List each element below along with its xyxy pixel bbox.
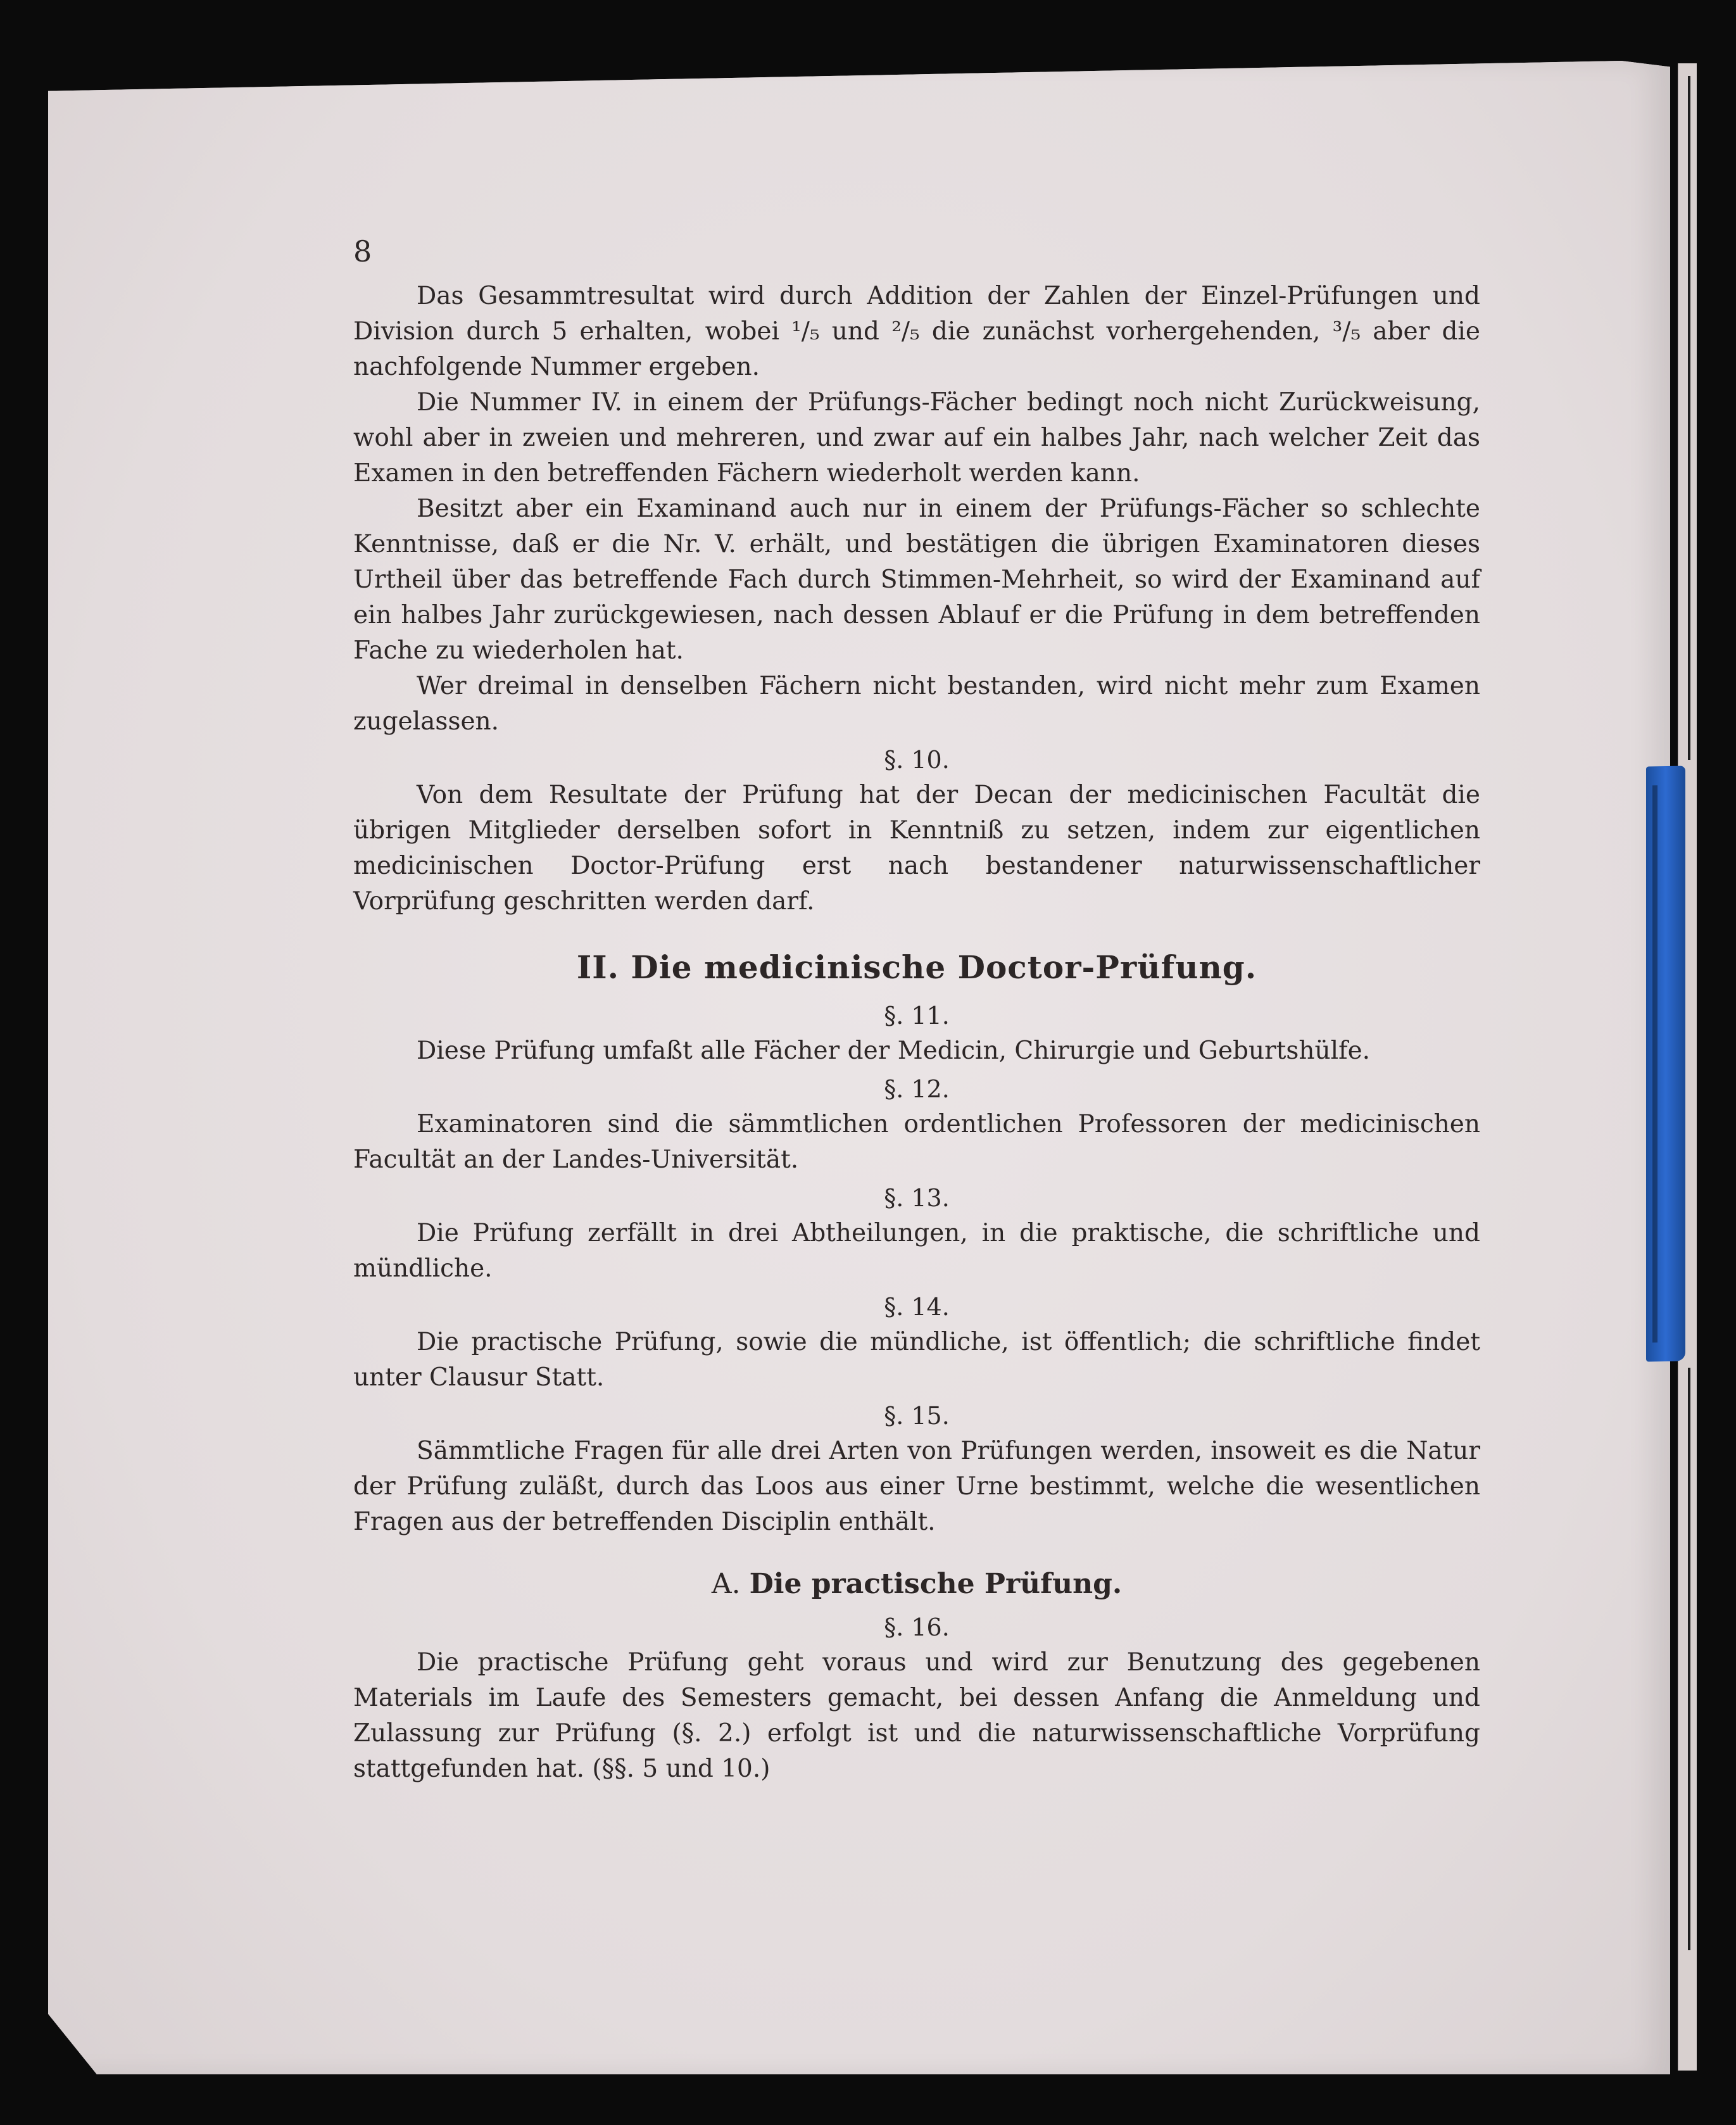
binding-thread <box>1688 76 1690 760</box>
section-label-11: §. 11. <box>884 1002 950 1030</box>
binding-thread <box>1688 1368 1690 1950</box>
subheading-letter: A. <box>711 1568 741 1600</box>
section-text-10: Von dem Resultate der Prüfung hat der Decan der medicinischen Facultät die übrigen Mitglieder derselben sofort in Kenntniß zu setzen, indem zur eigentlichen medicinischen Doctor-Prüfung erst nach bestandener naturwissenschaftlicher Vorprüfung geschritten werden darf. <box>353 781 1480 916</box>
page-number: 8 <box>353 234 372 268</box>
section-label-16: §. 16. <box>884 1613 950 1641</box>
paragraph-number-v: Besitzt aber ein Examinand auch nur in einem der Prüfungs-Fächer so schlechte Kenntnisse, daß er die Nr. V. erhält, und bestätigen die übrigen Examinatoren dieses Urtheil über das betreffende Fach durch Stimmen-Mehrheit, so wird der Examinand auf ein halbes Jahr zurückgewiesen, nach dessen Ablauf er die Prüfung in dem betreffenden Fache zu wiederholen hat. <box>353 495 1480 665</box>
subheading-a <box>353 1567 1480 1602</box>
subheading-title: Die practische Prüfung. <box>749 1568 1123 1600</box>
chapter-heading: II. Die medicinische Doctor-Prüfung. <box>576 949 1257 986</box>
section-label-14: §. 14. <box>884 1293 950 1321</box>
section-label-10: §. 10. <box>884 746 950 774</box>
section-label-12: §. 12. <box>884 1075 950 1103</box>
section-text-14: Die practische Prüfung, sowie die mündliche, ist öffentlich; die schriftliche findet unter Clausur Statt. <box>353 1328 1480 1392</box>
section-text-13: Die Prüfung zerfällt in drei Abtheilungen, in die praktische, die schriftliche und mündliche. <box>353 1219 1480 1283</box>
paragraph-result: Das Gesammtresultat wird durch Addition der Zahlen der Einzel-Prüfungen und Division durch 5 erhalten, wobei ¹/₅ und ²/₅ die zunächst vorhergehenden, ³/₅ aber die nachfolgende Nummer ergeben. <box>353 282 1480 381</box>
section-text-15: Sämmtliche Fragen für alle drei Arten von Prüfungen werden, insoweit es die Natur der Prüfung zuläßt, durch das Loos aus einer Urne bestimmt, welche die wesentlichen Fragen aus der betreffenden Disciplin enthält. <box>353 1437 1480 1536</box>
paragraph-three-times: Wer dreimal in denselben Fächern nicht bestanden, wird nicht mehr zum Examen zugelassen. <box>353 672 1480 736</box>
section-label-13: §. 13. <box>884 1184 950 1212</box>
paragraph-number-iv: Die Nummer IV. in einem der Prüfungs-Fächer bedingt noch nicht Zurückweisung, wohl aber in zweien und mehreren, und zwar auf ein halbes Jahr, nach welcher Zeit das Examen in den betreffenden Fächern wiederholt werden kann. <box>353 388 1480 488</box>
section-text-12: Examinatoren sind die sämmtlichen ordentlichen Professoren der medicinischen Facultät an der Landes-Universität. <box>353 1110 1480 1174</box>
section-text-16: Die practische Prüfung geht voraus und wird zur Benutzung des gegebenen Materials im Laufe des Semesters gemacht, bei dessen Anfang die Anmeldung und Zulassung zur Prüfung (§. 2.) erfolgt ist und die naturwissenschaftliche Vorprüfung stattgefunden hat. (§§. 5 und 10.) <box>353 1648 1480 1783</box>
blue-binding-strip <box>1646 766 1685 1361</box>
section-label-15: §. 15. <box>884 1402 950 1430</box>
section-text-11: Diese Prüfung umfaßt alle Fächer der Medicin, Chirurgie und Geburtshülfe. <box>417 1037 1371 1065</box>
document-body <box>353 279 1480 1787</box>
